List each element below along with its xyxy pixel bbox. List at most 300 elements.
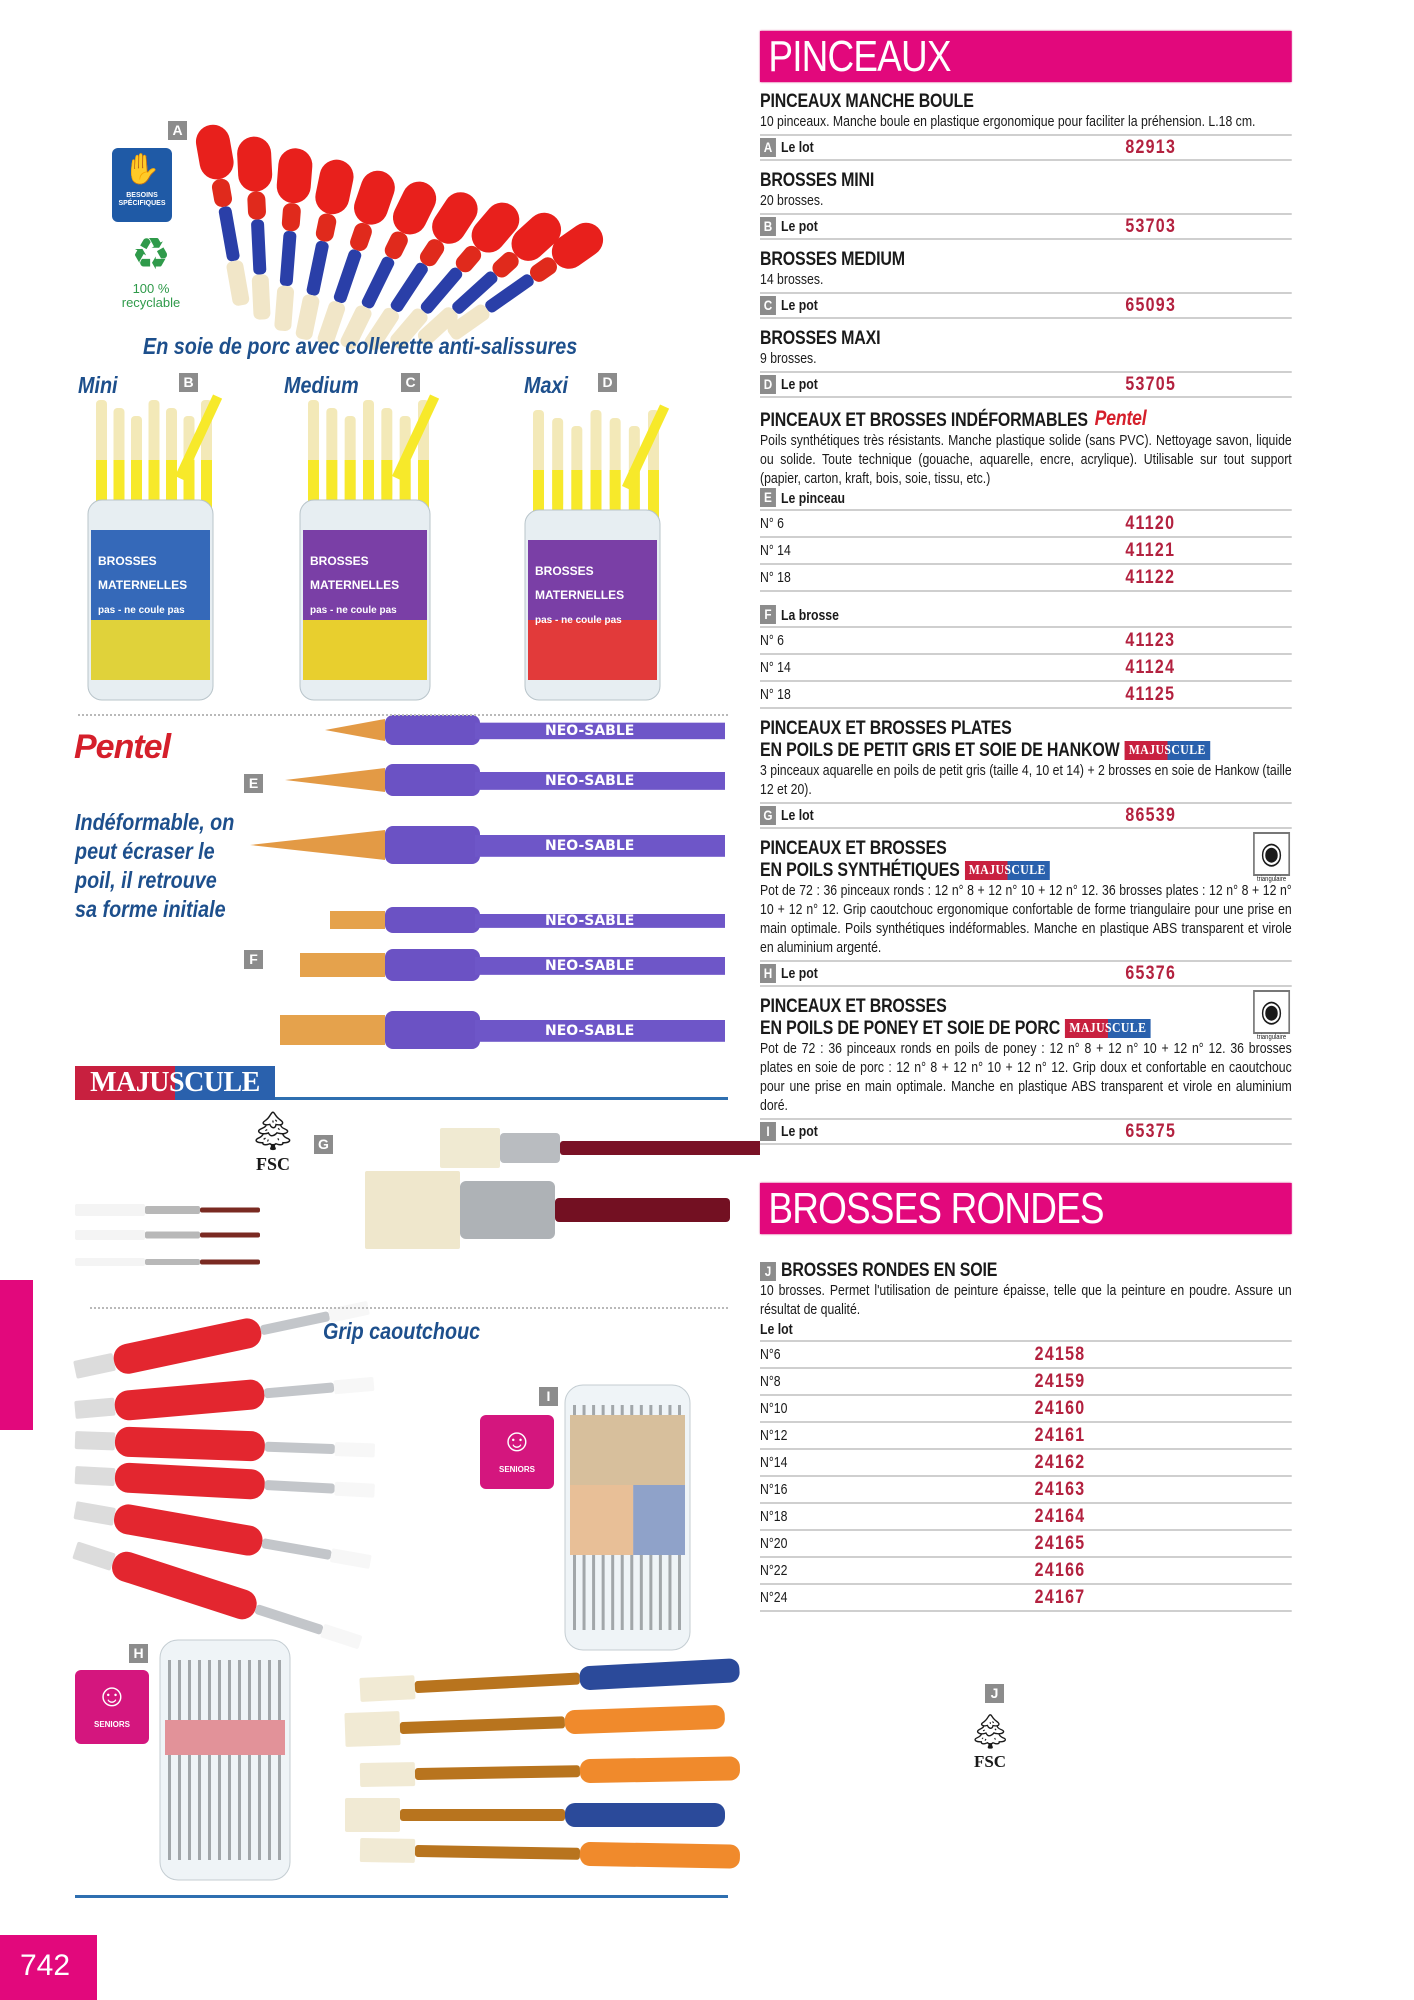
- recyclable-logo: [118, 228, 184, 310]
- brush-part: [211, 178, 234, 209]
- tree-icon: 🌲︎: [968, 1713, 1012, 1751]
- order-row[interactable]: [760, 292, 1292, 319]
- order-row[interactable]: [760, 371, 1292, 398]
- letter-badge: A: [760, 138, 776, 157]
- brush-part: [400, 1716, 565, 1734]
- brush-part: [114, 1426, 265, 1461]
- label-f: F: [244, 950, 263, 969]
- neo-sable-brush: [280, 1011, 725, 1049]
- label-d: D: [598, 373, 617, 392]
- variant-row[interactable]: [760, 1585, 1292, 1612]
- seniors-badge: [480, 1415, 554, 1489]
- size-label: N° 6: [760, 515, 784, 532]
- brush-part: [218, 206, 240, 262]
- letter-badge: H: [760, 964, 776, 983]
- product-code: 53705: [1125, 373, 1177, 395]
- product-description: 14 brosses.: [760, 272, 824, 288]
- product-block: [760, 838, 1292, 987]
- divider: [78, 714, 728, 716]
- product-code: 24167: [1034, 1586, 1086, 1608]
- brush-part: [75, 1466, 116, 1486]
- brush-part: [265, 1442, 335, 1454]
- product-title: [760, 1018, 1292, 1040]
- product-description: Pot de 72 : 36 pinceaux ronds en poils de poney : 12 n° 8 + 12 n° 10 + 12 n° 12. 36 brosses plates en soie de porc : 12 n° 8 + 12 n° 10 + 12 n° 12. Grip doux et confortable en caoutchouc pour une prise en main optimale. Manche en plastique ABS transparent et virole en aluminium doré.: [760, 1041, 1292, 1114]
- neo-sable-label: NEO-SABLE: [545, 913, 635, 929]
- product-code: 41122: [1125, 566, 1176, 588]
- brush-part: [500, 1133, 560, 1163]
- variant-row[interactable]: [760, 1504, 1292, 1531]
- brush-part: [360, 255, 396, 310]
- label-c: C: [401, 373, 420, 392]
- size-label: N°18: [760, 1508, 788, 1525]
- size-label: N° 18: [760, 569, 791, 586]
- brush-illustration: [75, 1230, 260, 1240]
- brush-part: [333, 248, 363, 304]
- product-code: 41120: [1125, 512, 1176, 534]
- brush-ferrule: [385, 826, 480, 864]
- unit-label: La brosse: [781, 608, 839, 624]
- icon-caption: triangulaire: [1257, 876, 1287, 883]
- pentel-logo: Pentel: [74, 728, 171, 766]
- brush-part: [193, 122, 236, 182]
- brush-part: [564, 1705, 725, 1735]
- product-code: 41123: [1125, 629, 1176, 651]
- brush-part: [360, 1838, 415, 1863]
- brush-part: [75, 1258, 145, 1266]
- section-header: BROSSES RONDES: [760, 1183, 1292, 1234]
- brush-part: [145, 1206, 200, 1214]
- pot-label: [303, 620, 427, 680]
- product-title: [760, 838, 1292, 860]
- product-code: 24164: [1034, 1505, 1086, 1527]
- brush-illustration: [345, 1798, 725, 1832]
- size-label: N°20: [760, 1535, 788, 1552]
- variant-row[interactable]: [760, 1342, 1292, 1369]
- variant-row[interactable]: [760, 511, 1292, 538]
- product-description: Pot de 72 : 36 pinceaux ronds : 12 n° 8 + 12 n° 10 + 12 n° 12. 36 brosses plates : 12 n° 8 + 12 n° 10 + 12 n° 12. Grip caoutchouc ergonomique confortable de forme triangulaire pour une prise en main optimale. Poils synthétiques indéformables. Manche en plastique ABS transparent et virole en aluminium argenté.: [760, 883, 1292, 956]
- product-code: 65376: [1125, 962, 1177, 984]
- pot-text: MATERNELLES: [310, 578, 400, 592]
- brush-illustration: [365, 1171, 730, 1249]
- product-code: 86539: [1125, 804, 1177, 826]
- letter-badge: G: [760, 806, 776, 825]
- unit-label: Le lot: [760, 1322, 793, 1338]
- unit-label: Le pot: [781, 297, 818, 314]
- caption-line: Indéformable, on: [75, 809, 235, 835]
- caption-indeformable: [75, 808, 234, 924]
- brush-part: [565, 1803, 725, 1827]
- brush-part: [226, 259, 251, 306]
- label-g: G: [314, 1135, 333, 1154]
- brush-part: [415, 1672, 580, 1693]
- pot-text: MATERNELLES: [535, 588, 625, 602]
- product-title-text: BROSSES MINI: [760, 170, 875, 191]
- fsc-logo: [963, 1712, 1017, 1772]
- brush-illustration: [74, 1425, 375, 1465]
- majuscule-brand-logo: MAJUSCULE: [1125, 741, 1210, 760]
- size-medium: Medium: [284, 372, 359, 398]
- letter-badge: B: [760, 217, 776, 236]
- unit-label: Le pot: [781, 376, 818, 393]
- triangle-icon: ◉: [1253, 832, 1290, 876]
- variant-row[interactable]: [760, 565, 1292, 592]
- brush-part: [314, 212, 337, 243]
- seniors-label: SENIORS: [93, 1720, 130, 1729]
- brush-part: [145, 1259, 200, 1265]
- brush-part: [73, 1501, 116, 1526]
- brush-part: [330, 1548, 372, 1569]
- product-code: 65093: [1125, 294, 1177, 316]
- majuscule-brand-logo: MAJUSCULE: [965, 861, 1050, 880]
- brush-part: [112, 1502, 265, 1558]
- product-description: Poils synthétiques très résistants. Manche plastique solide (sans PVC). Nettoyage savon, liquide ou solide. Toute technique (gouache, aquarelle, encre, acrylique). Utilisable sur tout support (papier, carton, kraft, bois, soie, tissu, etc.): [760, 433, 1292, 487]
- brush-part: [345, 1798, 400, 1832]
- size-label: N°24: [760, 1589, 788, 1606]
- size-label: N°22: [760, 1562, 788, 1579]
- variant-row[interactable]: [760, 1369, 1292, 1396]
- brush-part: [579, 1658, 740, 1690]
- caption-grip: Grip caoutchouc: [323, 1318, 481, 1344]
- product-block: [760, 1260, 1292, 1612]
- product-block: [760, 91, 1292, 161]
- product-title: [760, 328, 1292, 350]
- brush-pot: [160, 1640, 290, 1880]
- brush-part: [72, 1541, 116, 1570]
- product-title: [760, 170, 1292, 192]
- variant-row[interactable]: [760, 1423, 1292, 1450]
- unit-label: Le pot: [781, 1123, 818, 1140]
- brush-handle: [392, 394, 439, 480]
- caption-line: peut écraser le: [75, 838, 215, 864]
- product-code: 41121: [1125, 539, 1176, 561]
- neo-sable-label: NEO-SABLE: [545, 723, 635, 739]
- brush-part: [236, 136, 273, 193]
- brush-part: [344, 1711, 400, 1747]
- neo-sable-brush: [250, 826, 725, 864]
- neo-sable-brush: [330, 907, 725, 933]
- brush-ferrule: [385, 907, 480, 933]
- product-title: [760, 996, 1292, 1018]
- brush-part: [348, 221, 374, 253]
- product-catalog-column: [760, 31, 1292, 1612]
- senior-face-icon: ☺: [95, 1677, 129, 1713]
- unit-label: Le lot: [781, 807, 814, 824]
- size-label: N° 6: [760, 632, 784, 649]
- brush-pot: [88, 394, 222, 700]
- brush-part: [279, 231, 296, 287]
- variant-row[interactable]: [760, 628, 1292, 655]
- seniors-label: SENIORS: [498, 1465, 535, 1474]
- brush-part: [200, 1260, 260, 1265]
- triangular-grip-icon: [1251, 990, 1291, 1048]
- brush-part: [440, 1128, 500, 1168]
- brush-part: [312, 157, 356, 218]
- caption-soie-de-porc: En soie de porc avec collerette anti-salissures: [143, 333, 578, 359]
- order-row[interactable]: [760, 134, 1292, 161]
- fsc-text: FSC: [255, 1154, 290, 1174]
- brush-illustration: [360, 1756, 740, 1787]
- letter-badge: J: [760, 1262, 776, 1281]
- neo-sable-brush: [325, 715, 725, 745]
- product-title: [760, 740, 1292, 762]
- caption-line: sa forme initiale: [75, 896, 226, 922]
- product-code: 65375: [1125, 1120, 1177, 1142]
- label-a: A: [168, 121, 187, 140]
- product-title: [760, 407, 1292, 432]
- product-description: 9 brosses.: [760, 351, 817, 367]
- triangular-grip-icon: [1251, 832, 1291, 890]
- brush-part: [333, 1377, 374, 1394]
- size-maxi: Maxi: [524, 372, 568, 398]
- size-label: N°16: [760, 1481, 788, 1498]
- letter-badge: E: [760, 488, 776, 507]
- label-b: B: [179, 373, 198, 392]
- triangle-icon: ◉: [1253, 990, 1290, 1034]
- brush-part: [320, 1624, 362, 1650]
- pot-label: [528, 620, 657, 680]
- variant-row[interactable]: [760, 1531, 1292, 1558]
- section-header: PINCEAUX: [760, 31, 1292, 82]
- brush-bristles: [250, 830, 385, 860]
- size-label: N°14: [760, 1454, 788, 1471]
- product-code: 82913: [1125, 136, 1177, 158]
- product-code: 41125: [1125, 683, 1176, 705]
- pot-text: pas - ne coule pas: [310, 605, 397, 616]
- size-label: N° 14: [760, 542, 791, 559]
- brush-part: [415, 1765, 580, 1780]
- brush-part: [349, 166, 399, 229]
- product-title-text: BROSSES RONDES EN SOIE: [781, 1260, 998, 1281]
- product-code: 24166: [1034, 1559, 1086, 1581]
- brush-illustration: [440, 1128, 760, 1168]
- pot-body: [565, 1385, 690, 1650]
- brush-part: [359, 1675, 415, 1702]
- variant-row[interactable]: [760, 1450, 1292, 1477]
- senior-face-icon: ☺: [500, 1422, 534, 1458]
- product-code: 24165: [1034, 1532, 1086, 1554]
- side-tab: [0, 1280, 33, 1430]
- brush-part: [365, 1171, 460, 1249]
- brush-part: [555, 1198, 730, 1222]
- product-code: 24162: [1034, 1451, 1086, 1473]
- pot-text: pas - ne coule pas: [535, 615, 622, 626]
- size-label: N° 18: [760, 686, 791, 703]
- label-j: J: [985, 1684, 1004, 1703]
- product-block: [760, 996, 1292, 1145]
- size-mini: Mini: [78, 372, 118, 398]
- brush-part: [460, 1181, 555, 1239]
- brush-handle: [175, 394, 222, 480]
- product-block: [760, 407, 1292, 709]
- brush-ferrule: [385, 1011, 480, 1049]
- recycle-icon: ♻: [131, 230, 171, 279]
- order-row[interactable]: [760, 213, 1292, 240]
- brush-part: [251, 219, 267, 275]
- variant-row[interactable]: [760, 538, 1292, 565]
- catalog-section: [760, 31, 1292, 1145]
- product-title-text: PINCEAUX ET BROSSES: [760, 996, 947, 1017]
- besoins-specifiques-badge: [112, 148, 172, 222]
- product-title: [760, 249, 1292, 271]
- product-code: 24160: [1034, 1397, 1086, 1419]
- brush-part: [415, 1845, 580, 1860]
- group-header: [760, 592, 1292, 628]
- product-code: 24161: [1034, 1424, 1086, 1446]
- pot-body: [160, 1640, 290, 1880]
- brush-part: [73, 1353, 116, 1379]
- product-code: 41124: [1125, 656, 1176, 678]
- order-row[interactable]: [760, 1118, 1292, 1145]
- product-title-text: EN POILS SYNTHÉTIQUES: [760, 860, 960, 881]
- product-block: [760, 328, 1292, 398]
- brush-illustration: [74, 1369, 375, 1425]
- brush-illustration: [344, 1700, 725, 1747]
- caption-line: poil, il retrouve: [75, 867, 217, 893]
- divider: [90, 1307, 728, 1309]
- pot-text: BROSSES: [310, 554, 369, 568]
- brush-part: [75, 1431, 116, 1450]
- brush-part: [145, 1232, 200, 1239]
- neo-sable-brush: [285, 764, 725, 796]
- order-row[interactable]: [760, 802, 1292, 829]
- brush-part: [334, 1482, 375, 1498]
- brush-part: [306, 240, 330, 296]
- product-title: [760, 718, 1292, 740]
- divider: [275, 1097, 728, 1100]
- brush-part: [200, 1208, 260, 1213]
- variant-row[interactable]: [760, 1396, 1292, 1423]
- product-title-text: PINCEAUX ET BROSSES INDÉFORMABLES: [760, 410, 1088, 431]
- brush-bristles: [285, 768, 385, 792]
- brush-ferrule: [385, 949, 480, 981]
- size-label: N°8: [760, 1373, 781, 1390]
- letter-badge: D: [760, 375, 776, 394]
- brush-illustration: [359, 1658, 740, 1702]
- size-label: N°6: [760, 1346, 781, 1363]
- product-block: [760, 718, 1292, 829]
- brush-part: [580, 1842, 740, 1869]
- product-title: [760, 91, 1292, 113]
- brush-illustration: [75, 1258, 260, 1266]
- size-label: N° 14: [760, 659, 791, 676]
- label-h: H: [129, 1644, 148, 1663]
- neo-sable-label: NEO-SABLE: [545, 838, 635, 854]
- pentel-brand-logo: Pentel: [1094, 407, 1147, 430]
- brush-bristles: [300, 953, 385, 977]
- brush-part: [75, 1204, 145, 1216]
- label-e: E: [244, 774, 263, 793]
- neo-sable-brush: [300, 949, 725, 981]
- letter-badge: C: [760, 296, 776, 315]
- product-code: 53703: [1125, 215, 1177, 237]
- brush-part: [108, 1548, 260, 1623]
- product-title-text: BROSSES MAXI: [760, 328, 881, 349]
- product-description: 3 pinceaux aquarelle en poils de petit gris (taille 4, 10 et 14) + 2 brosses en soie de Hankow (taille 12 et 20).: [760, 763, 1292, 798]
- brush-part: [360, 1762, 415, 1787]
- size-label: N°12: [760, 1427, 788, 1444]
- catalog-section: [760, 1183, 1292, 1612]
- product-description: 20 brosses.: [760, 193, 824, 209]
- size-label: N°10: [760, 1400, 788, 1417]
- product-title-text: EN POILS DE PONEY ET SOIE DE PORC: [760, 1018, 1061, 1039]
- product-code: 24158: [1034, 1343, 1086, 1365]
- variant-row[interactable]: [760, 655, 1292, 682]
- product-title-text: PINCEAUX MANCHE BOULE: [760, 91, 974, 112]
- brush-part: [274, 285, 294, 331]
- product-title-text: PINCEAUX ET BROSSES PLATES: [760, 718, 1012, 739]
- unit-label: Le pinceau: [781, 491, 846, 507]
- brush-illustration: [360, 1838, 740, 1869]
- product-title-text: PINCEAUX ET BROSSES: [760, 838, 947, 859]
- group-header: [760, 489, 1292, 511]
- divider: [75, 1895, 728, 1898]
- product-block: [760, 249, 1292, 319]
- brush-part: [400, 1809, 565, 1821]
- product-block: [760, 170, 1292, 240]
- label-i: I: [539, 1387, 558, 1406]
- product-title: [760, 1260, 1292, 1282]
- brush-illustration: [74, 1460, 375, 1506]
- brush-part: [335, 1442, 375, 1457]
- brush-part: [111, 1316, 264, 1377]
- seniors-badge: [75, 1670, 149, 1744]
- brush-bristles: [330, 911, 385, 929]
- brush-bristles: [280, 1015, 385, 1045]
- product-description: 10 brosses. Permet l'utilisation de peinture épaisse, telle que la peinture en poudre. Assure un résultat de qualité.: [760, 1283, 1292, 1318]
- variant-row[interactable]: [760, 682, 1292, 709]
- page-number: 742: [0, 1935, 97, 2000]
- letter-badge: I: [760, 1122, 776, 1141]
- brush-pot: [565, 1385, 690, 1650]
- product-title-text: BROSSES MEDIUM: [760, 249, 905, 270]
- unit-label: Le lot: [781, 139, 814, 156]
- brush-part: [254, 1604, 324, 1635]
- brush-part: [252, 274, 271, 320]
- order-row[interactable]: [760, 960, 1292, 987]
- majuscule-brand-logo: MAJUSCULE: [1065, 1019, 1150, 1038]
- pot-text: BROSSES: [535, 564, 594, 578]
- tree-icon: 🌲︎: [248, 1111, 298, 1153]
- pot-text: pas - ne coule pas: [98, 605, 185, 616]
- group-header: [760, 1320, 1292, 1342]
- recyclable-text: recyclable: [121, 295, 181, 310]
- variant-row[interactable]: [760, 1477, 1292, 1504]
- pot-text: MATERNELLES: [98, 578, 188, 592]
- brush-part: [560, 1141, 760, 1155]
- icon-caption: triangulaire: [1257, 1034, 1287, 1041]
- neo-sable-label: NEO-SABLE: [545, 1023, 635, 1039]
- majuscule-logo: MAJUSCULE: [75, 1066, 275, 1100]
- brush-pot: [300, 394, 439, 700]
- brush-part: [260, 1311, 331, 1335]
- unit-label: Le pot: [781, 218, 818, 235]
- pot-label: [91, 620, 210, 680]
- brush-illustration: [75, 1204, 260, 1216]
- product-description: 10 pinceaux. Manche boule en plastique ergonomique pour faciliter la préhension. L.18 cm.: [760, 114, 1256, 130]
- product-title-text: EN POILS DE PETIT GRIS ET SOIE DE HANKOW: [760, 740, 1120, 761]
- brush-ferrule: [385, 715, 480, 745]
- badge-label: BESOINS SPÉCIFIQUES: [118, 192, 166, 207]
- hands-icon: ✋: [123, 153, 161, 186]
- brush-part: [261, 1538, 332, 1560]
- brush-part: [75, 1230, 145, 1240]
- neo-sable-label: NEO-SABLE: [545, 773, 635, 789]
- brush-part: [264, 1480, 334, 1494]
- pot-text: BROSSES: [98, 554, 157, 568]
- variant-row[interactable]: [760, 1558, 1292, 1585]
- product-code: 24163: [1034, 1478, 1086, 1500]
- brush-part: [281, 202, 301, 231]
